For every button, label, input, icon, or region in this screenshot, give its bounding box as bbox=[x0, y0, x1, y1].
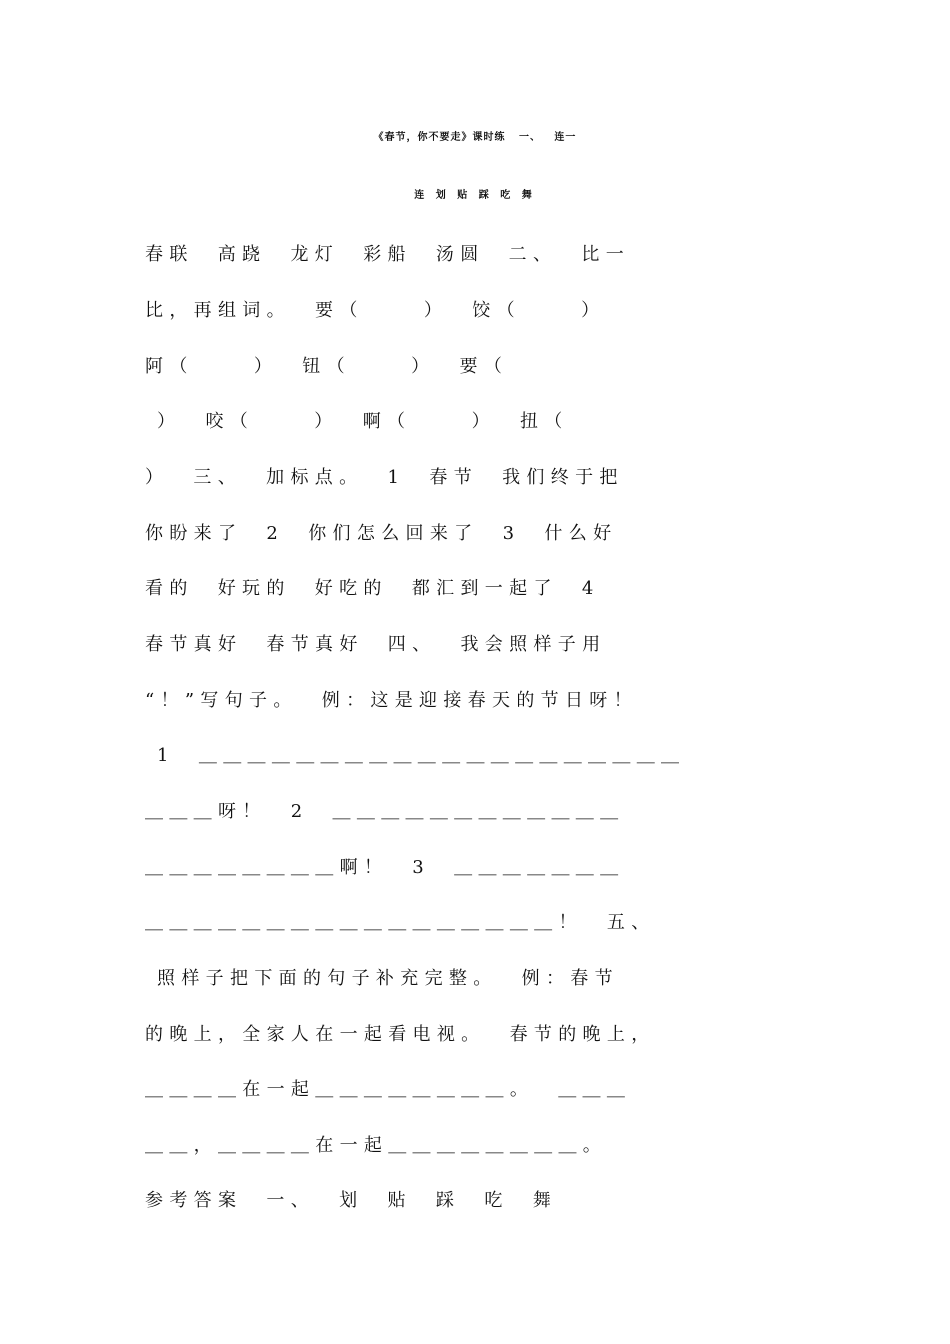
text-line-4: ） 咬 （ ） 啊 （ ） 扭 （ bbox=[145, 411, 563, 432]
text-line-7: 看 的 好 玩 的 好 吃 的 都 汇 到 一 起 了 4 bbox=[145, 578, 594, 599]
text-line-3: 阿 （ ） 钮 （ ） 要 （ bbox=[145, 356, 503, 377]
text-line-10: 照 样 子 把 下 面 的 句 子 补 充 完 整 。 例 ： 春 节 bbox=[145, 968, 613, 989]
text-line-2: 比 ， 再 组 词 。 要 （ ） 饺 （ ） bbox=[145, 300, 600, 321]
fill-line-2: ＿ ＿ ， ＿ ＿ ＿ ＿ 在 一 起 ＿ ＿ ＿ ＿ ＿ ＿ ＿ ＿ 。 bbox=[145, 1135, 602, 1156]
document-title-continued: 连 划 贴 踩 吃 舞 bbox=[414, 190, 536, 201]
document-title: 《春节，你不要走》课时练 一、 连一 bbox=[373, 132, 577, 143]
text-line-1: 春 联 高 跷 龙 灯 彩 船 汤 圆 二 、 比 一 bbox=[145, 244, 624, 265]
text-line-9: “ ！ ” 写 句 子 。 例 ： 这 是 迎 接 春 天 的 节 日 呀 ！ bbox=[145, 690, 632, 711]
text-line-8: 春 节 真 好 春 节 真 好 四 、 我 会 照 样 子 用 bbox=[145, 634, 601, 655]
text-line-11: 的 晚 上 ， 全 家 人 在 一 起 看 电 视 。 春 节 的 晚 上 ， bbox=[145, 1024, 650, 1045]
answer-line-4: ＿ ＿ ＿ ＿ ＿ ＿ ＿ ＿ ＿ ＿ ＿ ＿ ＿ ＿ ＿ ＿ ＿ ！ 五 、 bbox=[145, 912, 650, 933]
fill-line-1: ＿ ＿ ＿ ＿ 在 一 起 ＿ ＿ ＿ ＿ ＿ ＿ ＿ ＿ 。 ＿ ＿ ＿ bbox=[145, 1079, 626, 1100]
answer-line-2: ＿ ＿ ＿ 呀 ！ 2 ＿ ＿ ＿ ＿ ＿ ＿ ＿ ＿ ＿ ＿ ＿ ＿ bbox=[145, 801, 619, 822]
text-line-6: 你 盼 来 了 2 你 们 怎 么 回 来 了 3 什 么 好 bbox=[145, 523, 612, 544]
answer-line-1: 1 ＿ ＿ ＿ ＿ ＿ ＿ ＿ ＿ ＿ ＿ ＿ ＿ ＿ ＿ ＿ ＿ ＿ ＿ ＿ ＿ bbox=[145, 745, 680, 766]
reference-answer-line: 参 考 答 案 一 、 划 贴 踩 吃 舞 bbox=[145, 1190, 552, 1211]
text-line-5: ） 三 、 加 标 点 。 1 春 节 我 们 终 于 把 bbox=[145, 467, 618, 488]
answer-line-3: ＿ ＿ ＿ ＿ ＿ ＿ ＿ ＿ 啊 ！ 3 ＿ ＿ ＿ ＿ ＿ ＿ ＿ bbox=[145, 857, 619, 878]
